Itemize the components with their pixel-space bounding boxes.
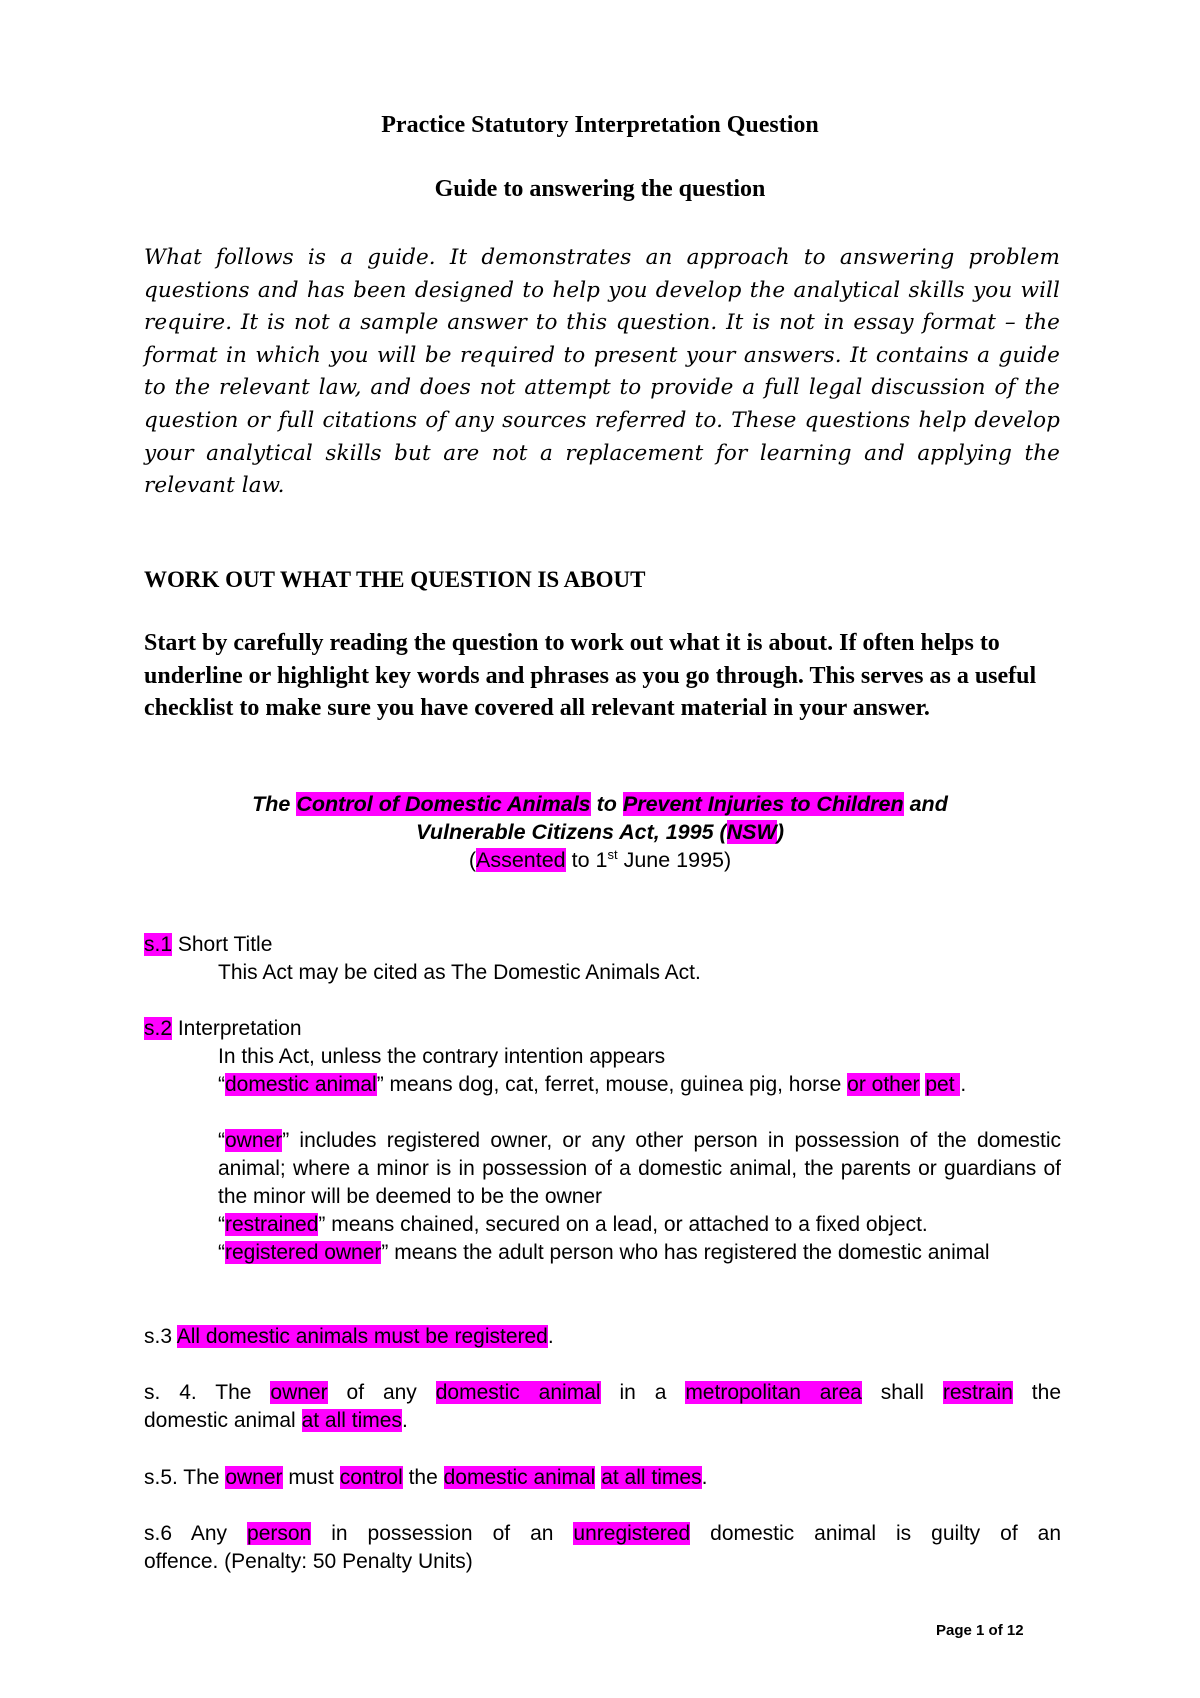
section-text: in possession of an xyxy=(311,1522,574,1545)
section-number: s.3 xyxy=(144,1325,177,1348)
section-highlight: unregistered xyxy=(573,1522,691,1545)
definition-text: ” includes registered owner, or any other person in possession of the domestic animal; where a minor is in possession of a domestic animal, the parents or guardians of the minor will be deemed to be the owner xyxy=(218,1129,1061,1208)
section-text: . xyxy=(401,1409,408,1432)
section-highlight: domestic animal xyxy=(435,1381,601,1404)
section-highlight: All domestic animals must be registered xyxy=(176,1325,548,1348)
section-1-heading xyxy=(144,931,272,959)
footer-text: of xyxy=(984,1622,1007,1639)
quote-mark: “ xyxy=(218,1129,225,1152)
current-page: 1 xyxy=(976,1622,985,1639)
definition-highlight: or other xyxy=(847,1073,920,1096)
definition-text: ” means the adult person who has registered the domestic animal xyxy=(381,1241,990,1264)
defined-term-highlight: domestic animal xyxy=(225,1073,377,1096)
definition-owner xyxy=(218,1127,1061,1211)
assent-highlight: Assented xyxy=(475,848,566,872)
section-text: the xyxy=(402,1466,444,1489)
section-text: in a xyxy=(600,1381,686,1404)
act-title-text: ) xyxy=(776,820,784,844)
section-number-highlight: s.2 xyxy=(144,1017,173,1040)
definition-text: ” means chained, secured on a lead, or attached to a fixed object. xyxy=(318,1213,928,1236)
section-4-line-1 xyxy=(144,1379,1061,1407)
defined-term-highlight: restrained xyxy=(225,1213,319,1236)
section-1-text: This Act may be cited as The Domestic Animals Act. xyxy=(218,961,701,984)
act-title-highlight: Control of Domestic Animals xyxy=(296,792,591,816)
defined-term-highlight: owner xyxy=(225,1129,283,1152)
act-title-text: to xyxy=(590,792,623,816)
section-highlight: at all times xyxy=(601,1466,702,1489)
section-text: s.5. The xyxy=(144,1466,226,1489)
assent-text: to 1 xyxy=(565,848,608,872)
section-highlight: domestic animal xyxy=(443,1466,596,1489)
section-heading: WORK OUT WHAT THE QUESTION IS ABOUT xyxy=(144,567,646,592)
quote-mark: “ xyxy=(218,1241,225,1264)
section-text: must xyxy=(282,1466,340,1489)
section-text: shall xyxy=(861,1381,943,1404)
section-6-line-1 xyxy=(144,1520,1061,1548)
section-highlight: at all times xyxy=(301,1409,402,1432)
section-highlight: owner xyxy=(270,1381,328,1404)
definition-restrained xyxy=(218,1211,1061,1239)
quote-mark: “ xyxy=(218,1073,225,1096)
assent-text: June 1995) xyxy=(617,848,732,872)
section-heading-text: Interpretation xyxy=(172,1017,302,1040)
section-text: s. 4. The xyxy=(144,1381,271,1404)
act-title-highlight: Prevent Injuries to Children xyxy=(622,792,904,816)
section-2-intro: In this Act, unless the contrary intention appears xyxy=(218,1045,666,1068)
assent-text: ( xyxy=(468,848,476,872)
definition-text: ” means dog, cat, ferret, mouse, guinea pig, horse xyxy=(376,1073,848,1096)
section-highlight: restrain xyxy=(942,1381,1013,1404)
section-4-line-2 xyxy=(144,1407,408,1435)
act-title-text: and xyxy=(903,792,948,816)
act-title-highlight: NSW xyxy=(726,820,777,844)
section-text: domestic animal is guilty of an xyxy=(690,1522,1062,1545)
definition-registered-owner xyxy=(218,1239,1061,1267)
section-5 xyxy=(144,1464,707,1492)
intro-paragraph: What follows is a guide. It demonstrates an approach to answering problem questions and has been designed to help you develop the analytical skills you will require. It is not a sample answer to this question. It is not in essay format – the format in which you will be required to present your answers. It contains a guide to the relevant law, and does not attempt to provide a full legal discussion of the question or full citations of any sources referred to. These questions help develop your analytical skills but are not a replacement for learning and applying the relevant law. xyxy=(144,245,1060,499)
assent-superscript: st xyxy=(607,847,618,862)
act-title-line-2 xyxy=(0,818,1200,846)
definition-highlight: pet xyxy=(925,1073,961,1096)
page-number-footer xyxy=(936,1622,1024,1639)
footer-text: Page xyxy=(936,1622,977,1639)
quote-mark: “ xyxy=(218,1213,225,1236)
section-3 xyxy=(144,1323,554,1351)
section-2-heading xyxy=(144,1015,302,1043)
act-assent-line xyxy=(0,846,1200,874)
act-title-text: The xyxy=(252,792,297,816)
page-title: Practice Statutory Interpretation Question xyxy=(381,112,819,138)
section-text: s.6 Any xyxy=(144,1522,248,1545)
section-text: the xyxy=(1012,1381,1061,1404)
section-highlight: owner xyxy=(225,1466,283,1489)
section-highlight: control xyxy=(339,1466,403,1489)
definition-domestic-animal xyxy=(218,1071,1061,1099)
section-number-highlight: s.1 xyxy=(144,933,173,956)
lead-paragraph: Start by carefully reading the question to work out what it is about. If often helps to underline or highlight key words and phrases as you go through. This serves as a useful checklist to make sure you have covered all relevant material in your answer. xyxy=(144,630,1037,721)
section-highlight: person xyxy=(247,1522,312,1545)
section-text: of any xyxy=(327,1381,436,1404)
section-text: . xyxy=(701,1466,708,1489)
section-heading-text: Short Title xyxy=(172,933,273,956)
defined-term-highlight: registered owner xyxy=(225,1241,382,1264)
total-pages: 12 xyxy=(1006,1622,1024,1639)
section-text: domestic animal xyxy=(144,1409,302,1432)
page-subtitle: Guide to answering the question xyxy=(434,176,766,202)
act-title-line-1 xyxy=(0,790,1200,818)
section-text: . xyxy=(547,1325,554,1348)
section-6-line-2: offence. (Penalty: 50 Penalty Units) xyxy=(144,1550,473,1573)
section-highlight: metropolitan area xyxy=(685,1381,862,1404)
act-title-text: Vulnerable Citizens Act, 1995 ( xyxy=(415,820,727,844)
definition-text: . xyxy=(960,1073,967,1096)
